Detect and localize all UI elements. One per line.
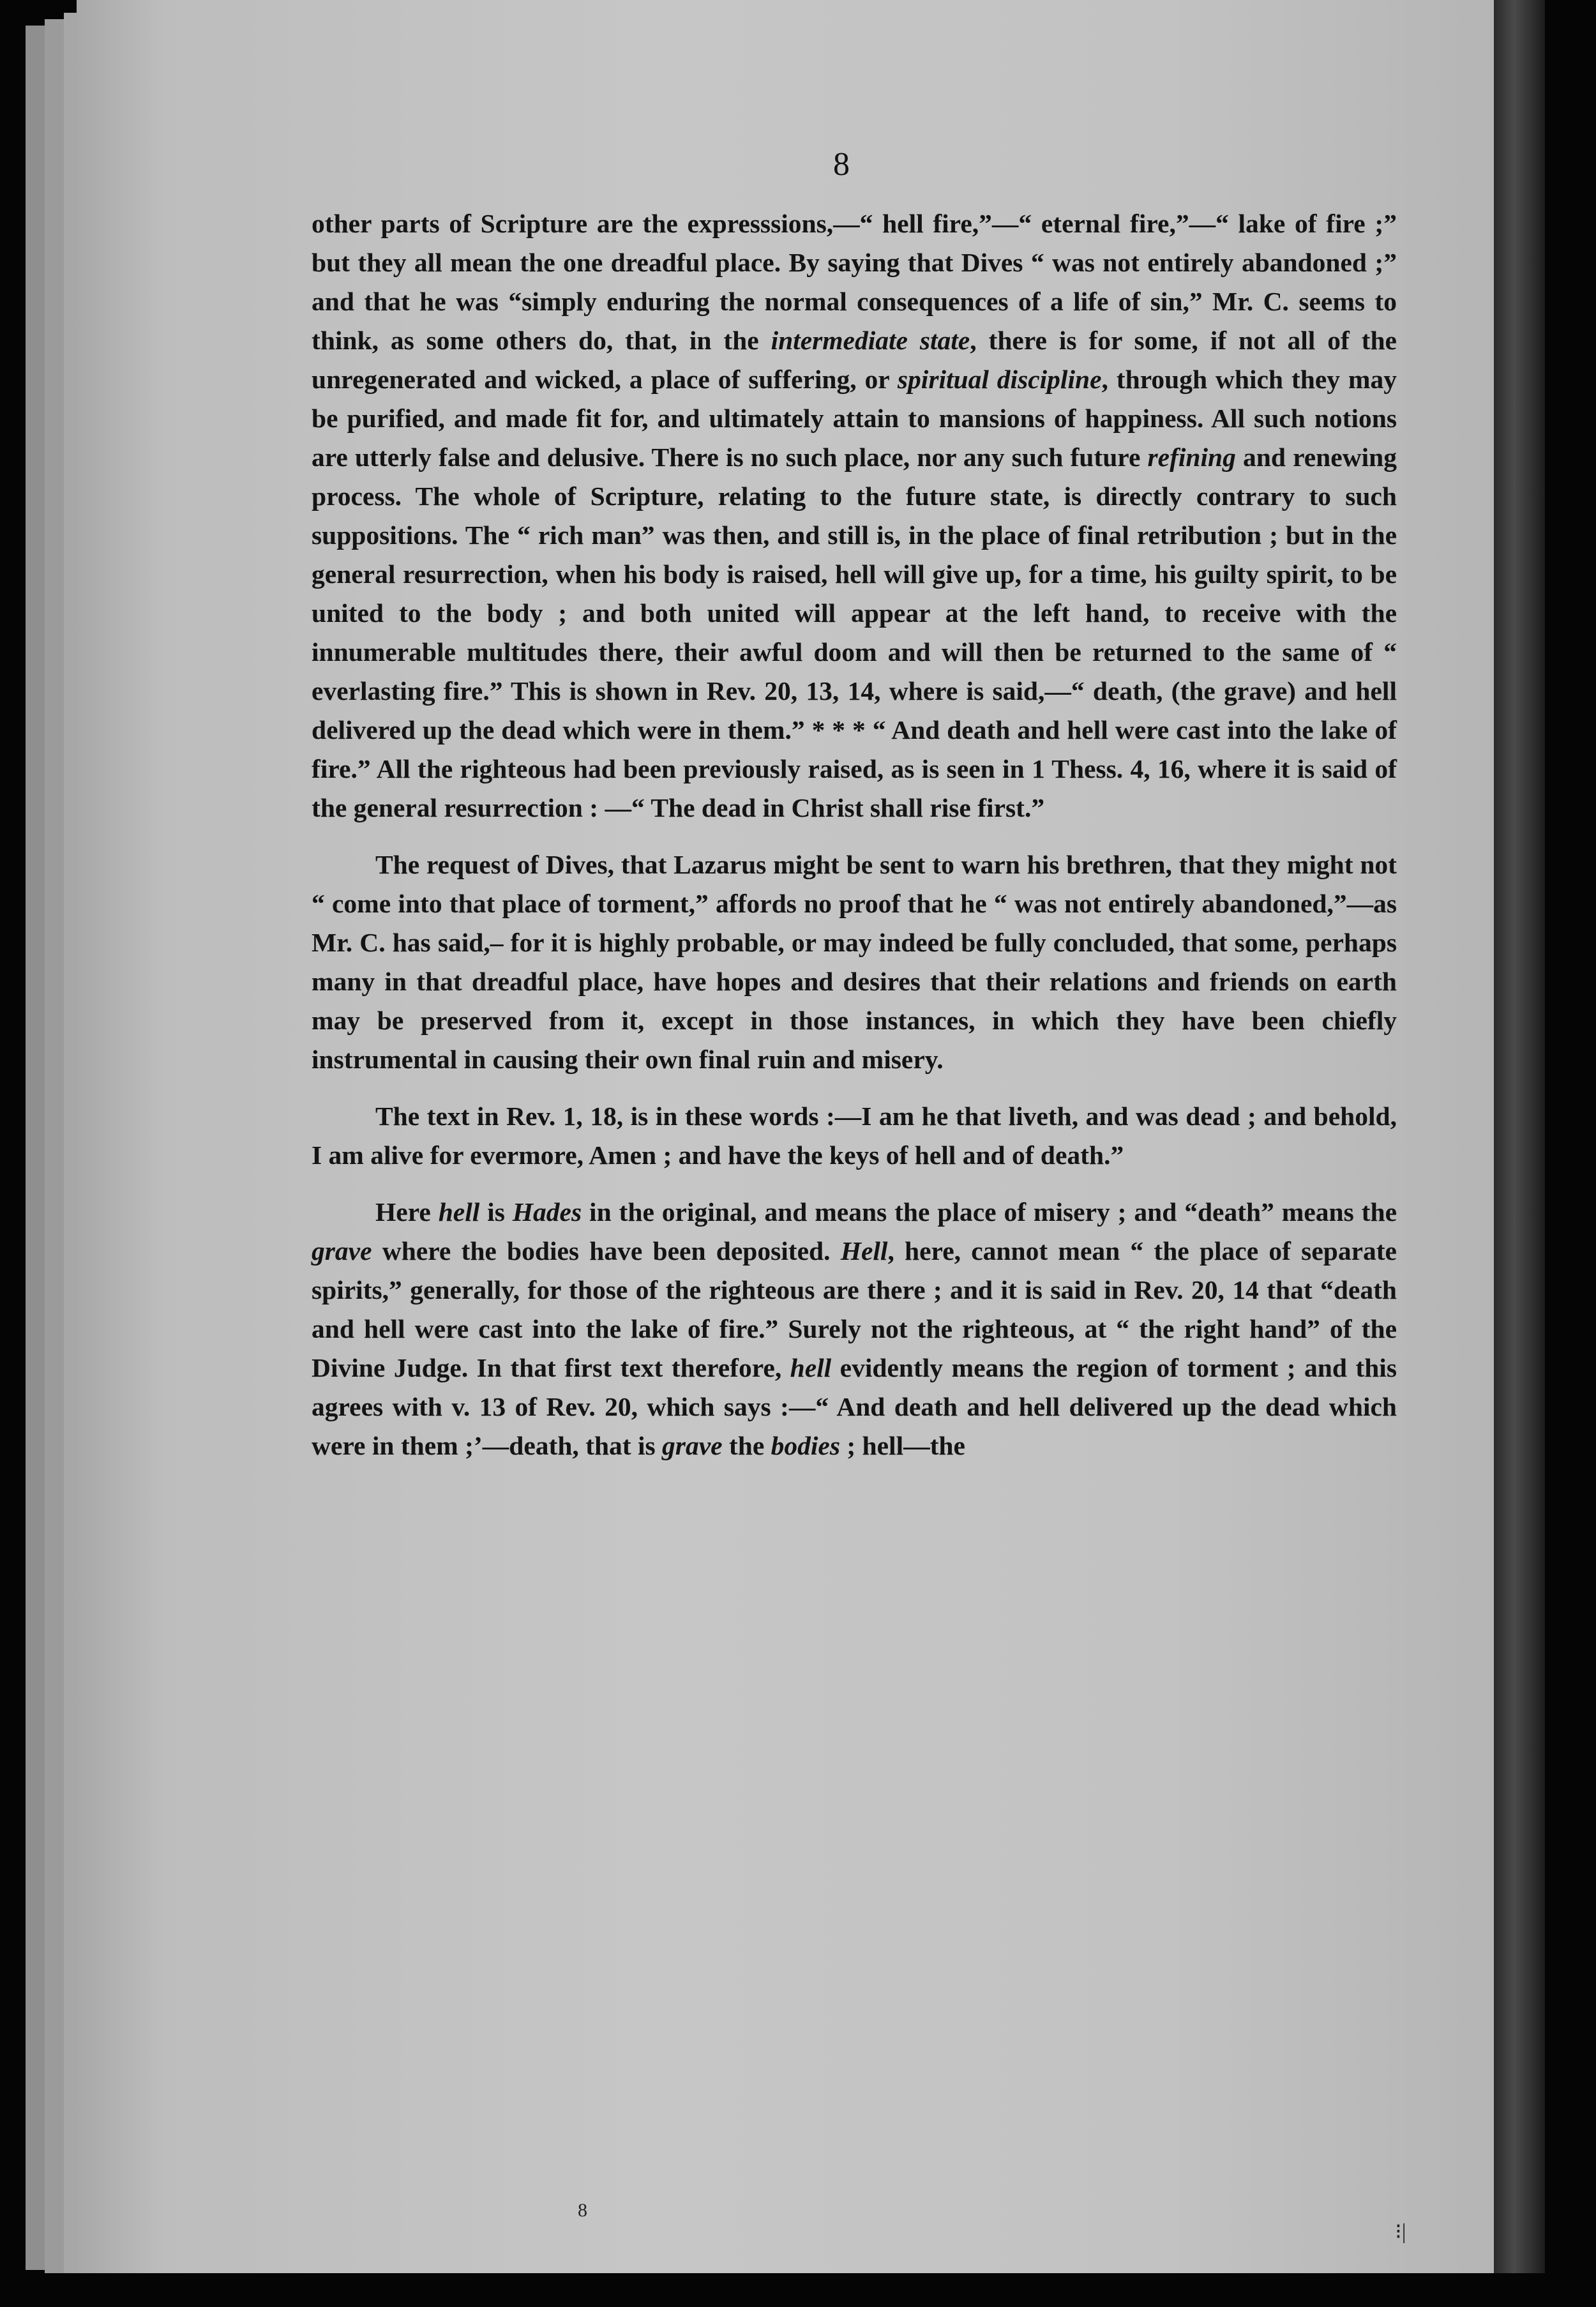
italic-text: bodies [771,1431,840,1460]
text-run: evidently means the region of torment ; and this agrees with v. 13 of Rev. 20, which says :—“ And death and hell delivered up the dead which were in them ;’—death, that is [312,1353,1397,1460]
text-run: where the bodies have been deposited. [372,1236,841,1266]
paragraph [312,1097,1397,1175]
italic-text: intermediate state [771,326,970,355]
page-number: 8 [833,146,850,183]
italic-text: refining [1147,442,1236,472]
text-run: , here, cannot mean “ the place of separate spirits,” generally, for those of the righteous are there ; and it is said in Rev. 20, 14 that “death and hell were cast into the lake of fire.” Surely not the righteous, at “ the right hand” of the Divine Judge. In that first text therefore, [312,1236,1397,1382]
text-run: is [479,1197,513,1227]
book-spine [1494,0,1545,2273]
text-run: in the original, and means the place of misery ; and “death” means the [582,1197,1397,1227]
text-run: , through which they may be purified, and made fit for, and ultimately attain to mansions of happiness. All such notions are utterly false and delusive. There is no such place, nor any such future [312,365,1397,472]
italic-text: grave [312,1236,372,1266]
italic-text: hell [438,1197,480,1227]
italic-text: Hell [840,1236,888,1266]
text-run: , there is for some, if not all of the unregenerated and wicked, a place of suffering, or [312,326,1397,394]
text-run: ; hell—the [839,1431,965,1460]
paragraph [312,204,1397,828]
corner-mark: ⁝| [1395,2220,1406,2244]
scan-border [0,2273,1596,2307]
text-run: and renewing process. The whole of Scripture, relating to the future state, is directly contrary to such suppositions. The “ rich man” was then, and still is, in the place of final retribution ; but in the general resurrection, when his body is raised, hell will give up, for a time, his guilty spirit, to be united to the body ; and both united will appear at the left hand, to receive with the innumerable multitudes there, their awful doom and will then be returned to the same of “ everlasting fire.” This is shown in Rev. 20, 13, 14, where is said,—“ death, (the grave) and hell delivered up the dead which were in them.” * * * “ And death and hell were cast into the lake of fire.” All the righteous had been previously raised, as is seen in 1 Thess. 4, 16, where it is said of the general resurrection : —“ The dead in Christ shall rise first.” [312,442,1397,822]
text-run: Here [375,1197,439,1227]
italic-text: grave [662,1431,723,1460]
body-text [312,204,1397,1465]
paragraph [312,845,1397,1079]
italic-text: hell [790,1353,832,1382]
italic-text: Hades [512,1197,582,1227]
italic-text: spiritual discipline [897,365,1102,394]
text-run: The request of Dives, that Lazarus might be sent to warn his brethren, that they might not “ come into that place of torment,” affords no proof that he “ was not entirely abandoned,”—as Mr. C. has said,– for it is highly probable, or may indeed be fully concluded, that some, perhaps many in that dreadful place, have hopes and desires that their relations and friends on earth may be preserved from it, except in those instances, in which they have been chiefly instrumental in causing their own final ruin and misery. [312,850,1397,1074]
text-run: the [722,1431,771,1460]
text-run: other parts of Scripture are the expresssions,—“ hell fire,”—“ eternal fire,”—“ lake of fire ;” but they all mean the one dreadful place. By saying that Dives “ was not entirely abandoned ;” and that he was “simply enduring the normal consequences of a life of sin,” Mr. C. seems to think, as some others do, that, in the [312,209,1397,355]
paragraph [312,1193,1397,1465]
footer-mark: 8 [578,2200,587,2221]
text-run: The text in Rev. 1, 18, is in these words :—I am he that liveth, and was dead ; and behold, I am alive for evermore, Amen ; and have the keys of hell and of death.” [312,1101,1397,1170]
